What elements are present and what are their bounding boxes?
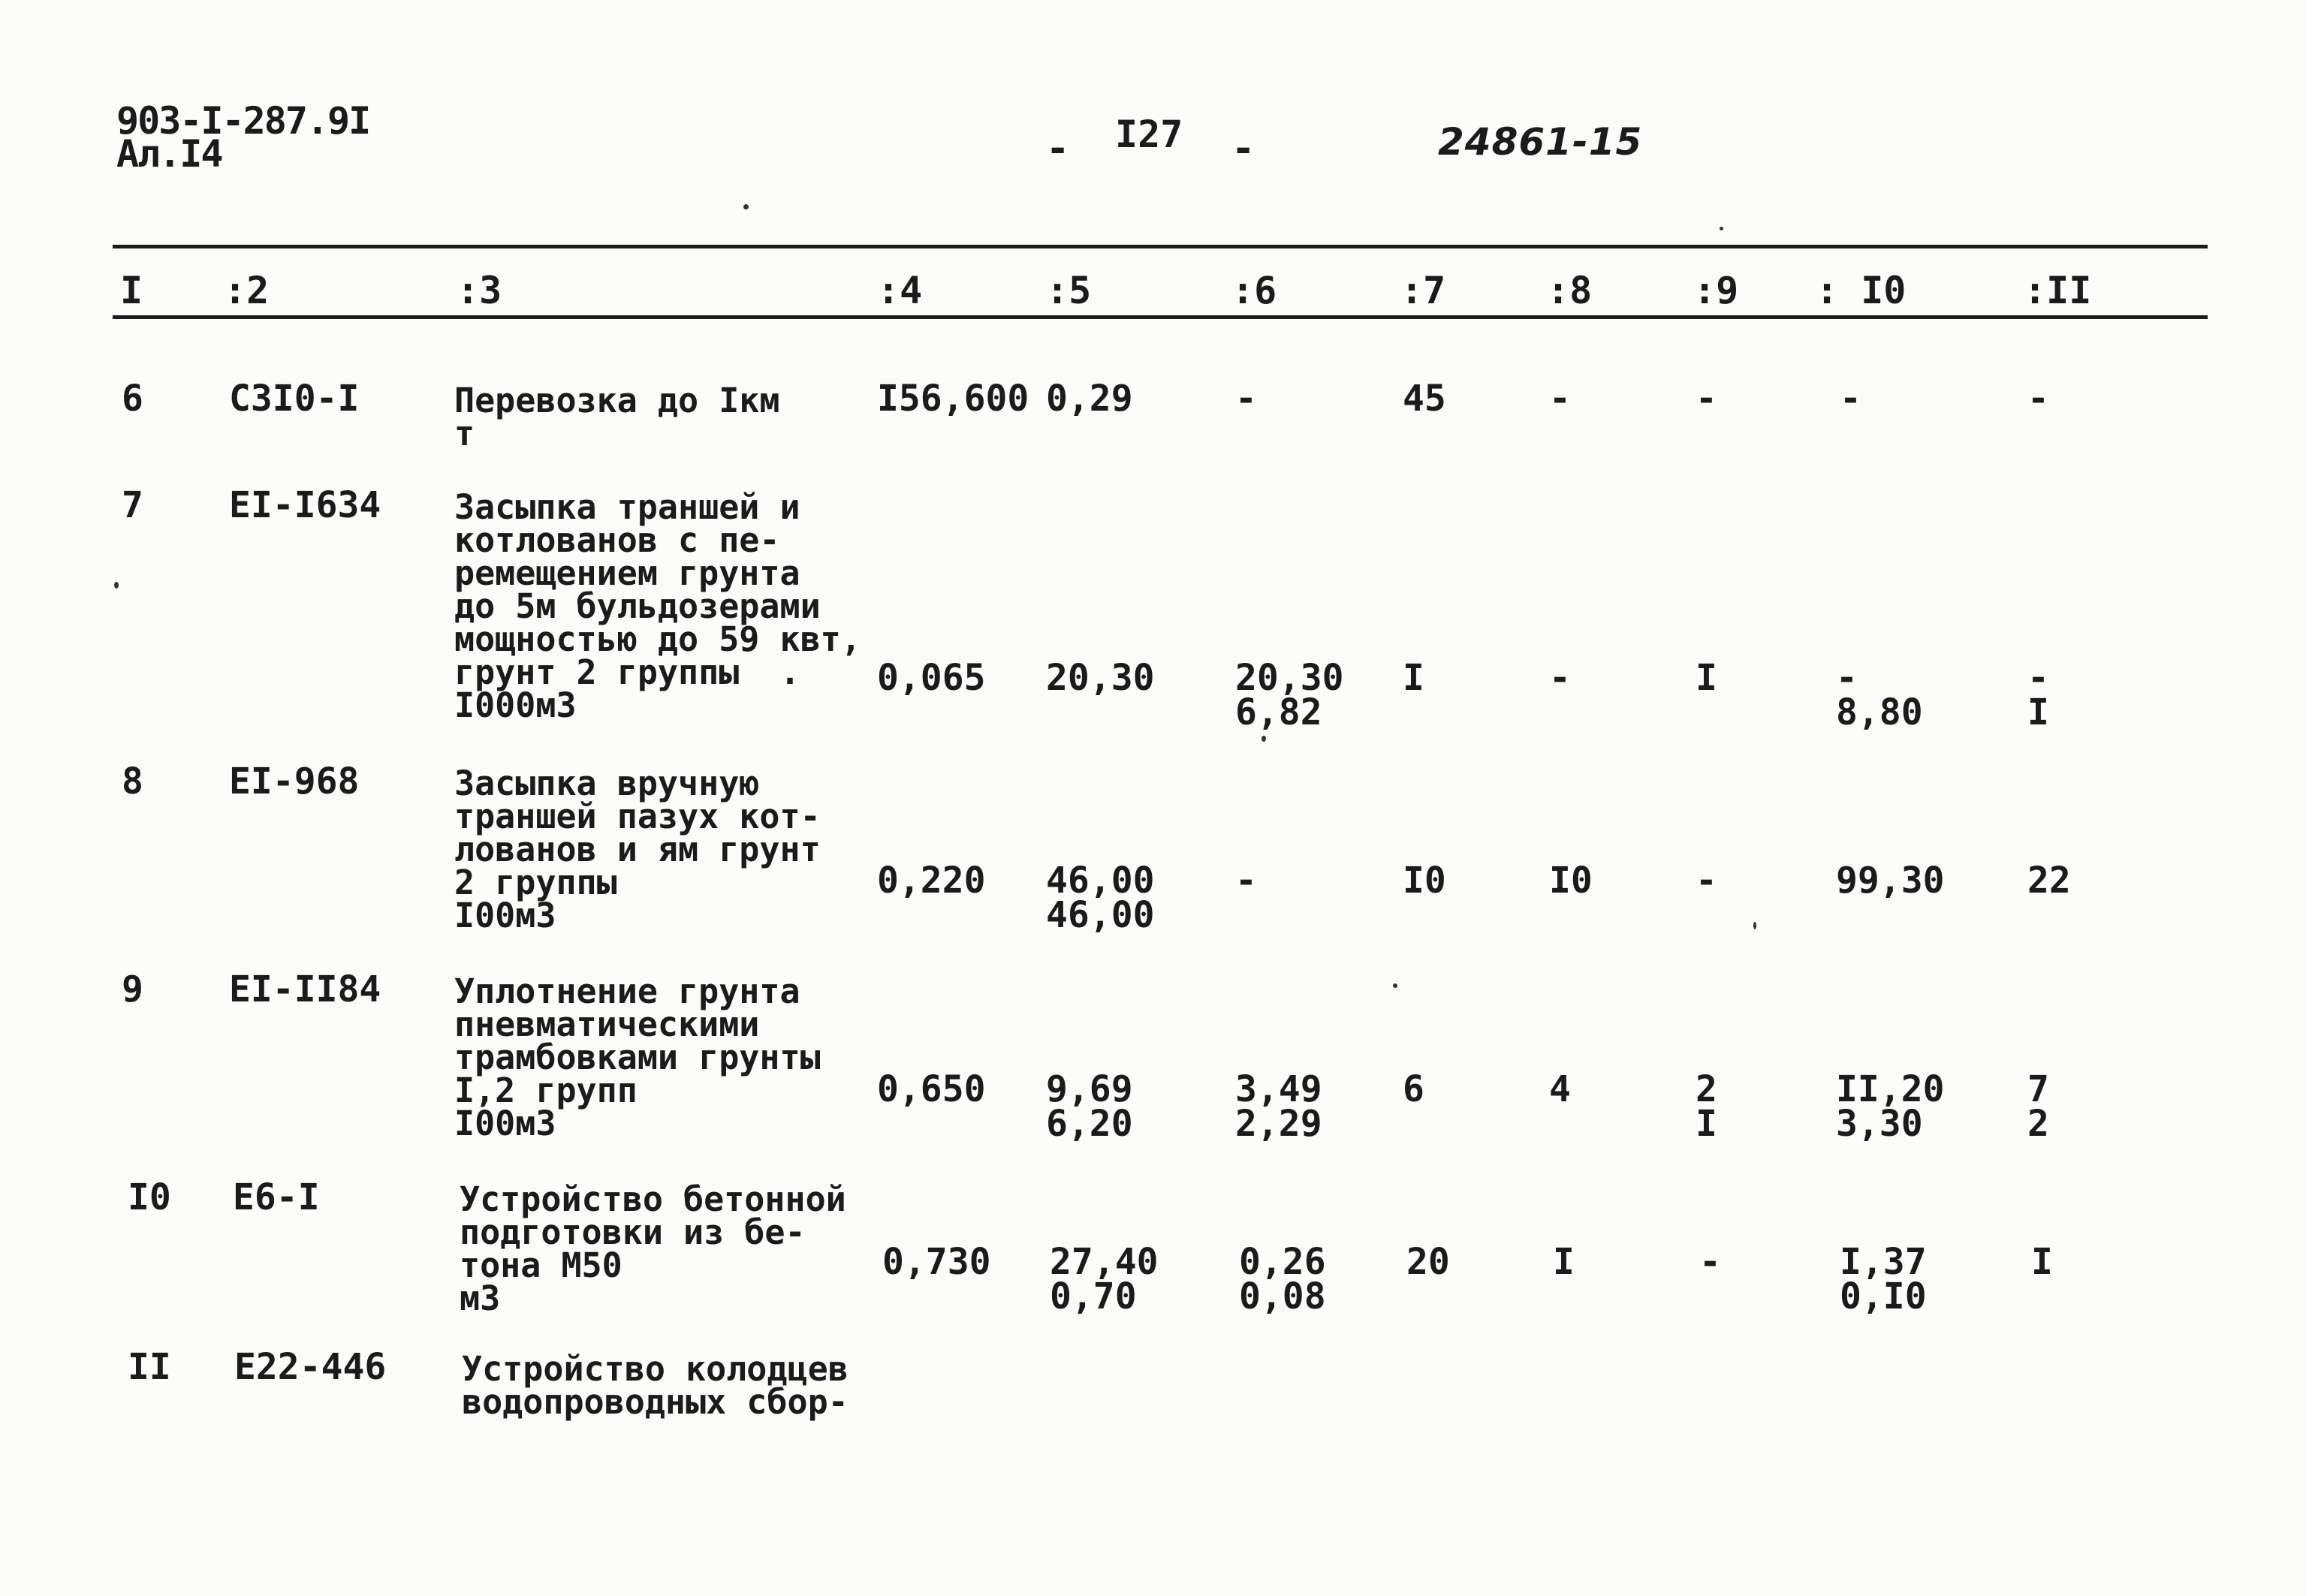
- cell-col4: 0,650: [877, 1068, 986, 1110]
- description-line: I,2 групп: [454, 1071, 638, 1110]
- cell-col7: 45: [1403, 378, 1446, 420]
- cell-col11: 22: [2027, 860, 2071, 902]
- row-code: Е6-I: [233, 1176, 320, 1218]
- scan-speck: [1720, 227, 1723, 230]
- cell-col5: 20,30: [1046, 657, 1155, 699]
- description-line: т: [454, 414, 475, 453]
- description-line: Засыпка вручную: [454, 763, 760, 803]
- row-code: ЕI-968: [229, 760, 360, 803]
- row-description: [454, 487, 905, 725]
- cell-col8: -: [1549, 657, 1571, 699]
- description-line: Перевозка до Iкм: [454, 381, 780, 420]
- column-header-9: :9: [1693, 269, 1739, 312]
- description-line: водопроводных сбор-: [462, 1382, 849, 1422]
- description-line: подготовки из бе-: [460, 1212, 806, 1252]
- cell-col4: I56,600: [877, 378, 1029, 420]
- row-number: II: [128, 1346, 171, 1388]
- cell-col10: - 8,80: [1836, 657, 1923, 733]
- cell-col9: -: [1699, 1241, 1721, 1283]
- column-header-10: : I0: [1816, 269, 1907, 312]
- description-line: Устройство колодцев: [462, 1349, 849, 1389]
- description-line: грунт 2 группы .: [454, 652, 800, 692]
- description-line: мощностью до 59 квт,: [454, 619, 861, 659]
- description-line: Устройство бетонной: [460, 1179, 846, 1219]
- cell-col9: I: [1696, 657, 1717, 699]
- table-top-rule: [113, 245, 2208, 248]
- row-description: [460, 1179, 910, 1318]
- description-line: ремещением грунта: [454, 553, 800, 593]
- description-line: лованов и ям грунт: [454, 830, 821, 869]
- description-line: трамбовками грунты: [454, 1037, 821, 1077]
- cell-col9: -: [1696, 378, 1717, 420]
- cell-col8: I0: [1549, 860, 1593, 902]
- cell-col11: 7 2: [2027, 1068, 2049, 1145]
- cell-col6: 3,49 2,29: [1235, 1068, 1322, 1145]
- column-header-11: :II: [2024, 269, 2092, 312]
- header-bottom-rule: [113, 315, 2208, 319]
- cell-col7: 20: [1406, 1241, 1450, 1283]
- row-number: 7: [122, 484, 143, 526]
- scan-speck: [1262, 736, 1266, 742]
- cell-col7: I: [1403, 657, 1424, 699]
- row-number: 8: [122, 760, 143, 803]
- scan-speck: [114, 582, 119, 589]
- cell-col7: I0: [1403, 860, 1446, 902]
- row-description: [454, 763, 905, 935]
- cell-col4: 0,730: [882, 1241, 991, 1283]
- row-number: I0: [128, 1176, 171, 1218]
- column-header-3: :3: [457, 269, 502, 312]
- cell-col4: 0,065: [877, 657, 986, 699]
- row-code: Е22-446: [234, 1346, 387, 1388]
- cell-col11: I: [2031, 1241, 2053, 1283]
- column-header-2: :2: [224, 269, 270, 312]
- cell-col10: -: [1840, 378, 1861, 420]
- sheet-label: Ал.I4: [116, 132, 222, 176]
- row-code: ЕI-II84: [229, 968, 381, 1010]
- cell-col8: I: [1553, 1241, 1575, 1283]
- row-description: [454, 381, 905, 453]
- cell-col11: - I: [2027, 657, 2049, 733]
- description-line: до 5м бульдозерами: [454, 586, 821, 626]
- description-line: Уплотнение грунта: [454, 971, 800, 1011]
- page-number-dash-right: -: [1231, 126, 1255, 171]
- cell-col9: 2 I: [1696, 1068, 1717, 1145]
- description-line: м3: [460, 1278, 501, 1318]
- description-line: котлованов с пе-: [454, 520, 780, 560]
- column-header-7: :7: [1400, 269, 1446, 312]
- cell-col7: 6: [1403, 1068, 1424, 1110]
- cell-col6: 0,26 0,08: [1239, 1241, 1326, 1317]
- description-line: I00м3: [454, 1104, 556, 1143]
- column-header-8: :8: [1547, 269, 1593, 312]
- cell-col6: 20,30 6,82: [1235, 657, 1344, 733]
- description-line: I00м3: [454, 896, 556, 935]
- cell-col6: -: [1235, 860, 1257, 902]
- cell-col6: -: [1235, 378, 1257, 420]
- column-header-6: :6: [1231, 269, 1277, 312]
- cell-col11: -: [2027, 378, 2049, 420]
- document-code: 903-I-287.9I: [116, 99, 370, 143]
- cell-col5: 0,29: [1046, 378, 1133, 420]
- description-line: I000м3: [454, 685, 577, 725]
- row-number: 9: [122, 968, 143, 1010]
- cell-col9: -: [1696, 860, 1717, 902]
- page-number-dash-left: -: [1046, 126, 1070, 171]
- scan-speck: [743, 204, 749, 209]
- cell-col10: II,20 3,30: [1836, 1068, 1945, 1145]
- cell-col5: 9,69 6,20: [1046, 1068, 1133, 1145]
- cell-col4: 0,220: [877, 860, 986, 902]
- description-line: тона М50: [460, 1245, 622, 1285]
- column-header-5: :5: [1046, 269, 1092, 312]
- cell-col10: I,37 0,I0: [1840, 1241, 1927, 1317]
- column-header-1: I: [120, 269, 143, 312]
- handwritten-number: 24861-15: [1438, 120, 1643, 164]
- row-description: [454, 971, 905, 1143]
- cell-col5: 46,00 46,00: [1046, 860, 1155, 936]
- cell-col8: -: [1549, 378, 1571, 420]
- scan-speck: [1393, 983, 1397, 988]
- page-number: I27: [1115, 113, 1183, 156]
- row-code: ЕI-I634: [229, 484, 381, 526]
- cell-col10: 99,30: [1836, 860, 1945, 902]
- row-code: С3I0-I: [229, 378, 360, 420]
- row-description: [462, 1349, 912, 1422]
- description-line: пневматическими: [454, 1004, 760, 1044]
- scan-speck: [1753, 922, 1756, 929]
- row-number: 6: [122, 378, 143, 420]
- description-line: 2 группы: [454, 863, 617, 902]
- description-line: Засыпка траншей и: [454, 487, 800, 527]
- description-line: траншей пазух кот-: [454, 796, 821, 836]
- column-header-4: :4: [877, 269, 923, 312]
- cell-col8: 4: [1549, 1068, 1571, 1110]
- cell-col5: 27,40 0,70: [1050, 1241, 1159, 1317]
